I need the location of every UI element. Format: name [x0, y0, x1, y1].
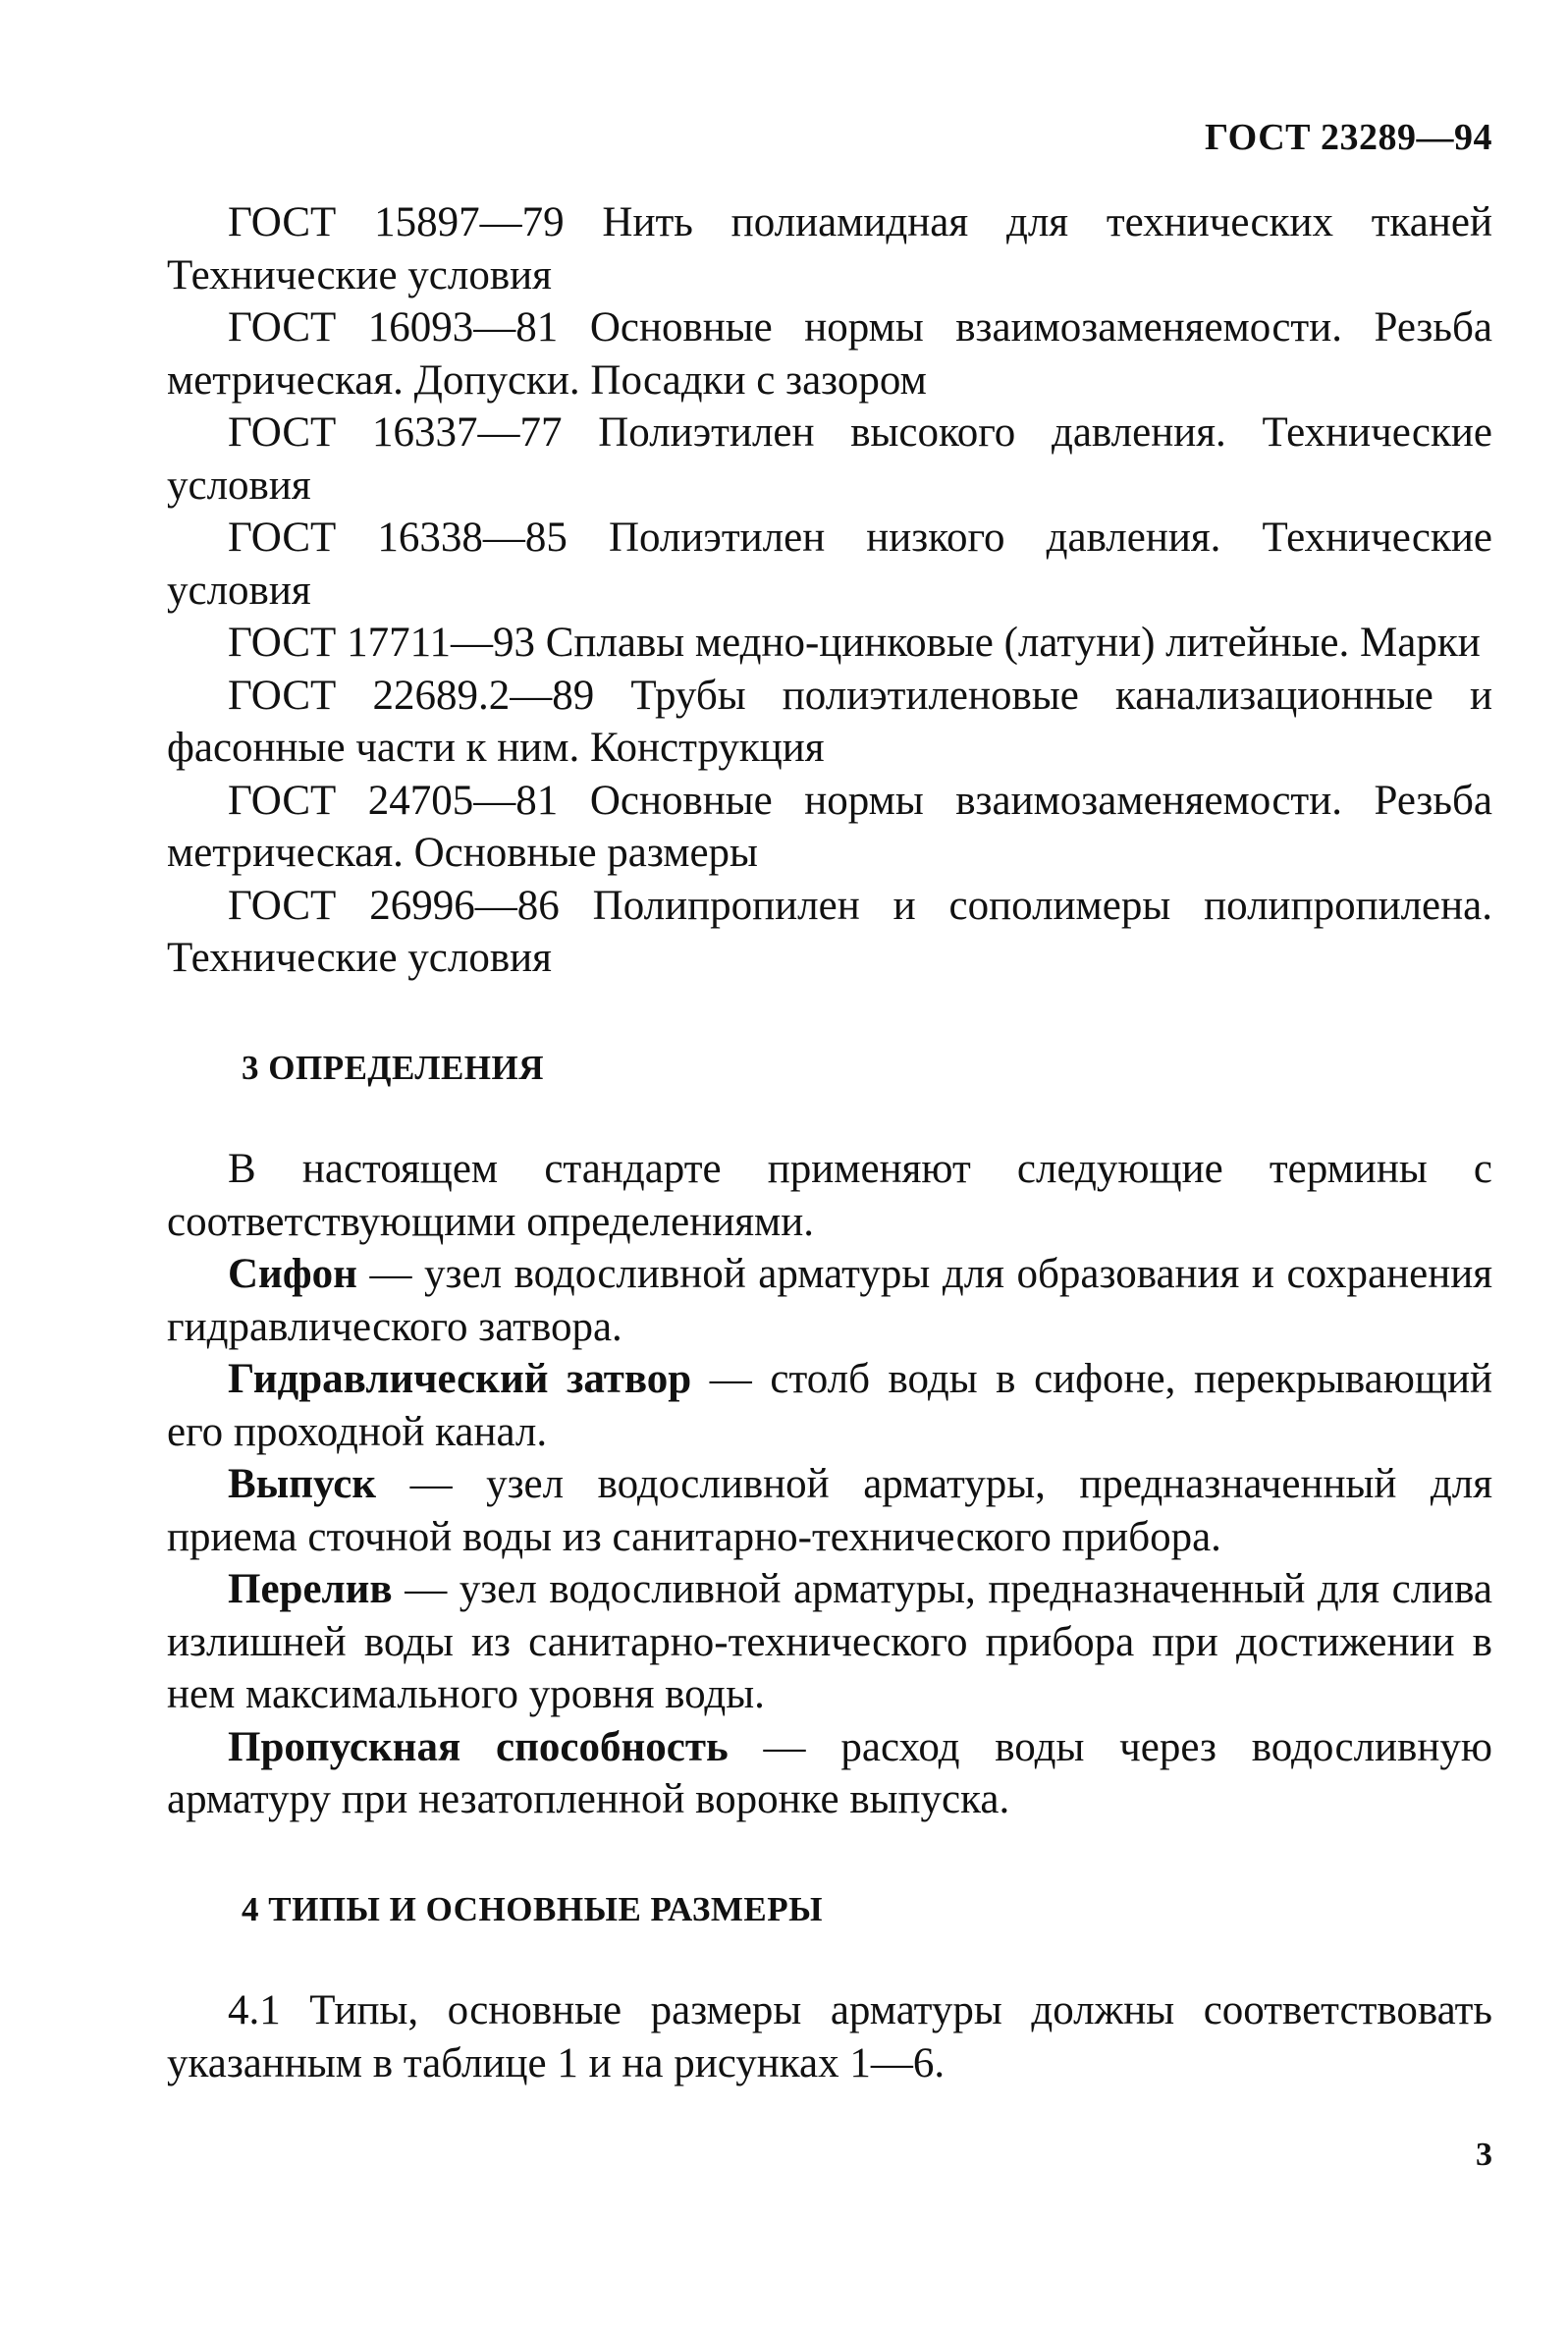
- reference-code: ГОСТ 26996—86: [228, 882, 560, 929]
- clause-4-1: 4.1 Типы, основные размеры арматуры должны соответствовать указанным в таблице 1 и на рисунках 1—6.: [167, 1987, 1492, 2086]
- reference-code: ГОСТ 16337—77: [228, 409, 563, 456]
- reference-title: Полипропилен и сополимеры полипропилена. Технические условия: [167, 882, 1492, 981]
- reference-code: ГОСТ 16338—85: [228, 515, 568, 561]
- reference-title: Полиэтилен высокого давления. Технические условия: [167, 409, 1492, 509]
- definition-item: [167, 1353, 1492, 1458]
- definition-text: — узел водосливной арматуры, предназначенный для слива излишней воды из санитарно-технического прибора при достижении в нем максимального уровня воды.: [167, 1566, 1492, 1717]
- document-header-id: ГОСТ 23289—94: [1204, 117, 1492, 158]
- definition-term: Сифон: [228, 1251, 357, 1297]
- reference-item: [167, 512, 1492, 617]
- reference-title: Нить полиамидная для технических тканей Технические условия: [167, 199, 1492, 298]
- reference-item: [167, 406, 1492, 512]
- reference-title: Полиэтилен низкого давления. Технические условия: [167, 515, 1492, 614]
- definition-text: — столб воды в сифоне, перекрывающий его проходной канал.: [167, 1356, 1492, 1455]
- definition-item: [167, 1563, 1492, 1721]
- definitions-section: [167, 1143, 1492, 1826]
- reference-title: Основные нормы взаимозаменяемости. Резьба метрическая. Допуски. Посадки с зазором: [167, 304, 1492, 404]
- definitions-intro: В настоящем стандарте применяют следующие термины с соответствующими определениями.: [167, 1146, 1492, 1245]
- definition-text: — узел водосливной арматуры для образования и сохранения гидравлического затвора.: [167, 1251, 1492, 1350]
- reference-code: ГОСТ 17711—93: [228, 620, 535, 666]
- reference-item: [167, 775, 1492, 880]
- reference-item: [167, 880, 1492, 985]
- reference-item: [167, 196, 1492, 301]
- reference-code: ГОСТ 22689.2—89: [228, 672, 595, 719]
- definition-item: [167, 1248, 1492, 1353]
- reference-item: [167, 617, 1492, 670]
- definition-term: Выпуск: [228, 1461, 377, 1507]
- reference-title: Трубы полиэтиленовые канализационные и фасонные части к ним. Конструкция: [167, 672, 1492, 771]
- document-body: [167, 196, 1492, 2089]
- reference-code: ГОСТ 15897—79: [228, 199, 565, 245]
- reference-title: Основные нормы взаимозаменяемости. Резьба метрическая. Основные размеры: [167, 777, 1492, 876]
- definition-text: — расход воды через водосливную арматуру при незатопленной воронке выпуска.: [167, 1723, 1492, 1822]
- definition-item: [167, 1458, 1492, 1563]
- definition-item: [167, 1721, 1492, 1826]
- definition-term: Гидравлический затвор: [228, 1356, 692, 1402]
- section-heading-definitions: 3 ОПРЕДЕЛЕНИЯ: [242, 1048, 545, 1087]
- reference-code: ГОСТ 24705—81: [228, 777, 559, 824]
- reference-title: Сплавы медно-цинковые (латуни) литейные. Марки: [545, 620, 1481, 666]
- section-heading-types: 4 ТИПЫ И ОСНОВНЫЕ РАЗМЕРЫ: [242, 1889, 823, 1928]
- definition-term: Пропускная способность: [228, 1723, 729, 1770]
- reference-item: [167, 301, 1492, 406]
- reference-item: [167, 670, 1492, 775]
- reference-code: ГОСТ 16093—81: [228, 304, 559, 351]
- definition-term: Перелив: [228, 1566, 393, 1612]
- page-number: 3: [1476, 2137, 1492, 2173]
- definition-text: — узел водосливной арматуры, предназначенный для приема сточной воды из санитарно-технического прибора.: [167, 1461, 1492, 1560]
- references-list: [167, 196, 1492, 985]
